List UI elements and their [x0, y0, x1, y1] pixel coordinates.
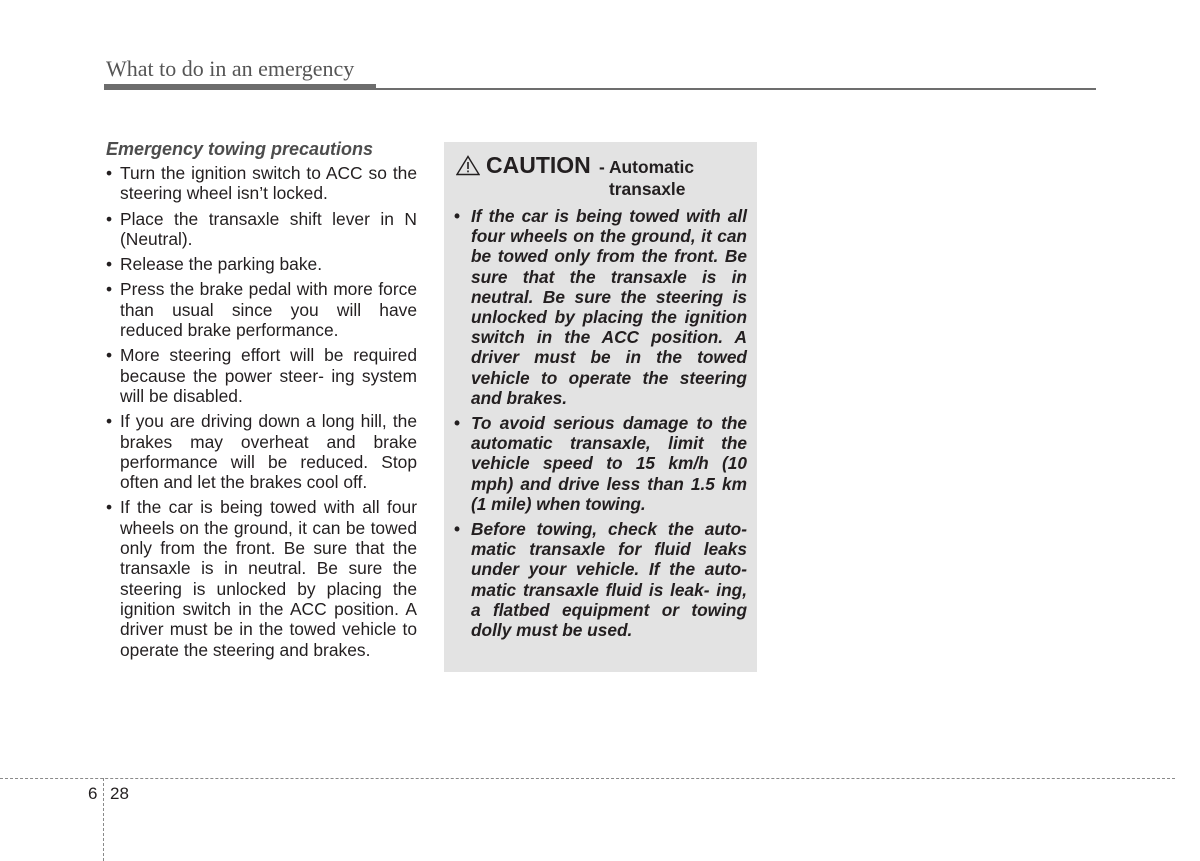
footer-vertical-divider: [103, 778, 104, 861]
caution-header: [454, 152, 747, 200]
list-item: • Press the brake pedal with more force than usual since you will have reduced brake performance.: [106, 279, 417, 340]
precautions-list: [106, 163, 417, 660]
page-number: 28: [110, 784, 129, 803]
caution-title: CAUTION: [486, 152, 591, 178]
caution-item: • Before towing, check the auto- matic transaxle for fluid leaks under your vehicle. If the auto- matic transaxle fluid is leak- ing, a flatbed equipment or towing dolly must be used.: [454, 519, 747, 640]
page-header-title: What to do in an emergency: [106, 56, 355, 81]
header-rule-thin: [104, 88, 1096, 90]
footer-divider: [0, 778, 1175, 779]
section-heading: Emergency towing precautions: [106, 139, 374, 159]
list-item: • Turn the ignition switch to ACC so the steering wheel isn’t locked.: [106, 163, 417, 204]
caution-box: [444, 142, 757, 672]
caution-item: • To avoid serious damage to the automatic transaxle, limit the vehicle speed to 15 km/h (10 mph) and drive less than 1.5 km (1 mile) when towing.: [454, 413, 747, 514]
caution-list: [454, 206, 747, 640]
chapter-number: 6: [88, 784, 98, 803]
list-item: • Release the parking bake.: [106, 254, 417, 274]
caution-item: • If the car is being towed with all four wheels on the ground, it can be towed only from the front. Be sure that the transaxle is in neutral. Be sure the steering is unlocked by placing the ignition switch in the ACC position. A driver must be in the towed vehicle to operate the steering and brakes.: [454, 206, 747, 408]
warning-triangle-icon: [456, 155, 480, 176]
list-item: • If you are driving down a long hill, the brakes may overheat and brake performance will be reduced. Stop often and let the brakes cool off.: [106, 411, 417, 492]
list-item: • More steering effort will be required because the power steer- ing system will be disabled.: [106, 345, 417, 406]
left-column: [106, 139, 417, 665]
list-item: • If the car is being towed with all four wheels on the ground, it can be towed only from the front. Be sure that the transaxle is in neutral. Be sure the steering is unlocked by placing the ignition switch in the ACC position. A driver must be in the towed vehicle to operate the steering and brakes.: [106, 497, 417, 659]
list-item: • Place the transaxle shift lever in N (Neutral).: [106, 209, 417, 250]
caution-subtitle-line2: transaxle: [609, 179, 686, 199]
caution-subtitle: - Automatic: [599, 157, 695, 177]
